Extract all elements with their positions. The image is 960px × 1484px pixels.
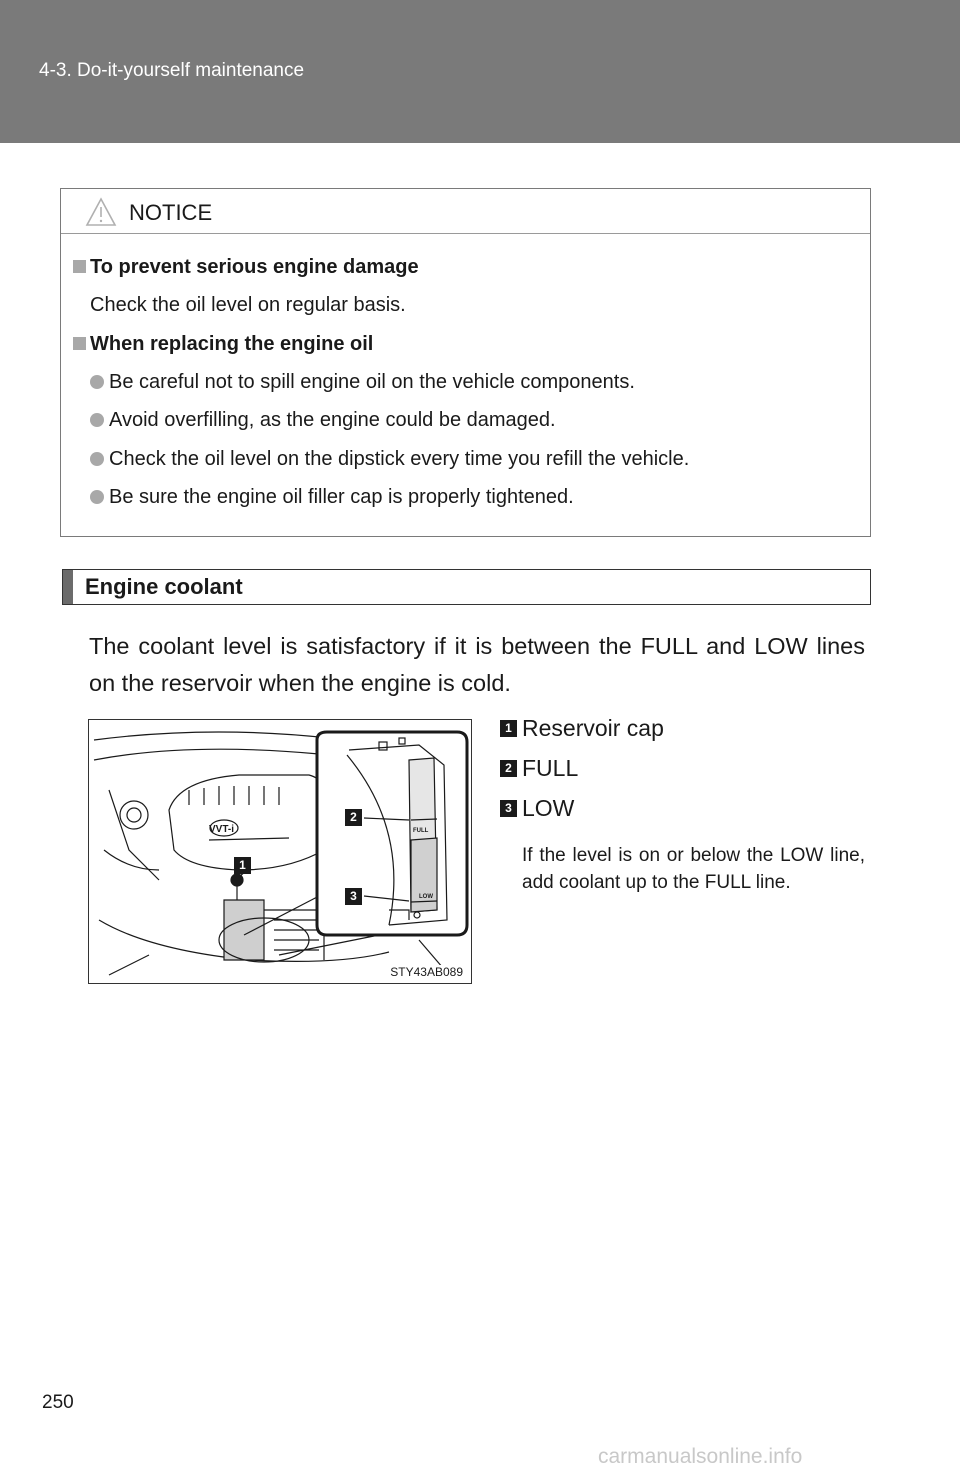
legend-number: 2 <box>500 760 517 777</box>
notice-heading: To prevent serious engine damage <box>90 256 419 278</box>
legend-item <box>505 755 579 782</box>
page-number: 250 <box>42 1392 74 1413</box>
full-mark-label: FULL <box>413 828 429 834</box>
round-bullet-icon <box>90 375 104 389</box>
legend-item <box>505 795 575 822</box>
notice-title: NOTICE <box>129 200 213 225</box>
engine-illustration <box>88 719 472 984</box>
square-bullet-icon <box>73 337 86 350</box>
legend-number: 1 <box>500 720 517 737</box>
warning-triangle-icon <box>85 197 117 227</box>
page-header <box>0 0 960 143</box>
notice-heading: When replacing the engine oil <box>90 333 374 355</box>
legend-label: LOW <box>522 795 575 821</box>
legend-label: Reservoir cap <box>522 715 664 741</box>
intro-paragraph: The coolant level is satisfactory if it is between the FULL and LOW lines on the reservoir when the engine is cold. <box>89 633 865 696</box>
section-heading-bar <box>62 569 871 605</box>
notice-header <box>61 189 870 234</box>
watermark: carmanualsonline.info <box>598 1445 803 1468</box>
coolant-note: If the level is on or below the LOW line, add coolant up to the FULL line. <box>522 845 865 893</box>
notice-bullet: Be sure the engine oil filler cap is properly tightened. <box>109 486 574 508</box>
legend-label: FULL <box>522 755 579 781</box>
notice-bullet: Avoid overfilling, as the engine could be damaged. <box>109 409 556 431</box>
notice-box <box>60 188 871 537</box>
callout-1: 1 <box>234 857 251 874</box>
section-breadcrumb: 4-3. Do-it-yourself maintenance <box>39 60 305 81</box>
notice-bullet: Be careful not to spill engine oil on the vehicle components. <box>109 371 635 393</box>
legend-number: 3 <box>500 800 517 817</box>
figure-code: STY43AB089 <box>390 965 463 979</box>
notice-body: Check the oil level on regular basis. <box>90 294 406 316</box>
callout-3: 3 <box>345 888 362 905</box>
section-accent <box>63 570 73 604</box>
notice-bullet: Check the oil level on the dipstick every time you refill the vehicle. <box>109 448 690 470</box>
section-title: Engine coolant <box>85 574 243 599</box>
round-bullet-icon <box>90 413 104 427</box>
low-mark-label: LOW <box>419 894 433 900</box>
engine-badge: VVT-i <box>209 824 235 835</box>
callout-2: 2 <box>345 809 362 826</box>
round-bullet-icon <box>90 452 104 466</box>
engine-drawing <box>89 720 472 984</box>
legend-item <box>505 715 664 742</box>
square-bullet-icon <box>73 260 86 273</box>
round-bullet-icon <box>90 490 104 504</box>
